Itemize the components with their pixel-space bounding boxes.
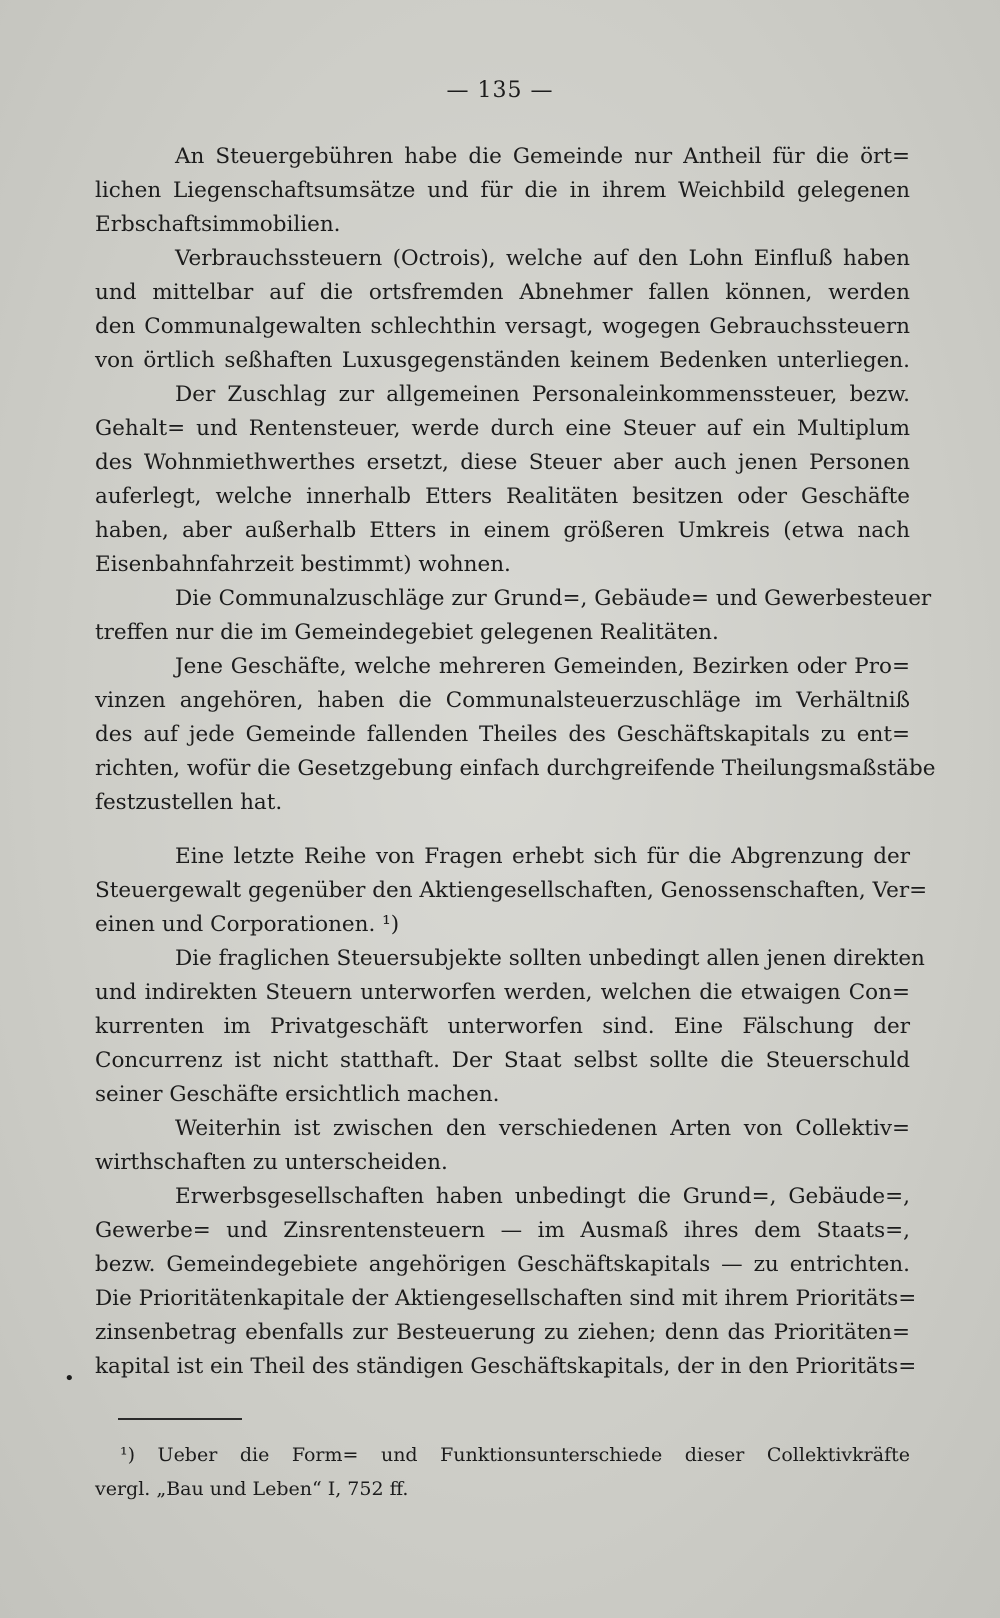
text-line: zinsenbetrag ebenfalls zur Besteuerung zu ziehen; denn das Prioritäten= bbox=[95, 1320, 910, 1345]
text-line: und mittelbar auf die ortsfremden Abnehmer fallen können, werden bbox=[95, 280, 910, 305]
text-line: bezw. Gemeindegebiete angehörigen Geschäftskapitals — zu entrichten. bbox=[95, 1252, 910, 1277]
footnote-line: ¹) Ueber die Form= und Funktionsunterschiede dieser Collektivkräfte bbox=[120, 1444, 910, 1466]
text-line: von örtlich seßhaften Luxusgegenständen keinem Bedenken unterliegen. bbox=[95, 348, 910, 373]
text-line: haben, aber außerhalb Etters in einem größeren Umkreis (etwa nach bbox=[95, 518, 910, 543]
text-line: Verbrauchssteuern (Octrois), welche auf den Lohn Einfluß haben bbox=[175, 246, 910, 271]
text-line: Jene Geschäfte, welche mehreren Gemeinden, Bezirken oder Pro= bbox=[175, 654, 910, 679]
text-line: An Steuergebühren habe die Gemeinde nur Antheil für die ört= bbox=[175, 144, 910, 169]
text-line: Gewerbe= und Zinsrentensteuern — im Ausmaß ihres dem Staats=, bbox=[95, 1218, 910, 1243]
text-line: Gehalt= und Rentensteuer, werde durch eine Steuer auf ein Multiplum bbox=[95, 416, 910, 441]
text-line: Concurrenz ist nicht statthaft. Der Staat selbst sollte die Steuerschuld bbox=[95, 1048, 910, 1073]
text-line: kapital ist ein Theil des ständigen Geschäftskapitals, der in den Prioritäts= bbox=[95, 1354, 917, 1379]
text-line: Erbschaftsimmobilien. bbox=[95, 212, 341, 237]
text-line: Der Zuschlag zur allgemeinen Personaleinkommenssteuer, bezw. bbox=[175, 382, 910, 407]
text-line: Die fraglichen Steuersubjekte sollten unbedingt allen jenen direkten bbox=[175, 946, 925, 971]
text-line: Die Prioritätenkapitale der Aktiengesellschaften sind mit ihrem Prioritäts= bbox=[95, 1286, 917, 1311]
margin-mark: • bbox=[64, 1368, 75, 1389]
text-line: des Wohnmiethwerthes ersetzt, diese Steuer aber auch jenen Personen bbox=[95, 450, 910, 475]
text-line: Erwerbsgesellschaften haben unbedingt die Grund=, Gebäude=, bbox=[175, 1184, 910, 1209]
text-line: Weiterhin ist zwischen den verschiedenen Arten von Collektiv= bbox=[175, 1116, 910, 1141]
text-line: vinzen angehören, haben die Communalsteuerzuschläge im Verhältniß bbox=[95, 688, 910, 713]
text-line: Die Communalzuschläge zur Grund=, Gebäude= und Gewerbesteuer bbox=[175, 586, 932, 611]
text-line: Eine letzte Reihe von Fragen erhebt sich für die Abgrenzung der bbox=[175, 844, 910, 869]
text-line: und indirekten Steuern unterworfen werden, welchen die etwaigen Con= bbox=[95, 980, 910, 1005]
text-line: Steuergewalt gegenüber den Aktiengesellschaften, Genossenschaften, Ver= bbox=[95, 878, 928, 903]
text-line: festzustellen hat. bbox=[95, 790, 283, 815]
text-line: Eisenbahnfahrzeit bestimmt) wohnen. bbox=[95, 552, 511, 577]
text-line: kurrenten im Privatgeschäft unterworfen sind. Eine Fälschung der bbox=[95, 1014, 910, 1039]
text-line: seiner Geschäfte ersichtlich machen. bbox=[95, 1082, 500, 1107]
text-line: auferlegt, welche innerhalb Etters Realitäten besitzen oder Geschäfte bbox=[95, 484, 910, 509]
text-line: treffen nur die im Gemeindegebiet gelegenen Realitäten. bbox=[95, 620, 719, 645]
text-line: wirthschaften zu unterscheiden. bbox=[95, 1150, 448, 1175]
text-line: richten, wofür die Gesetzgebung einfach durchgreifende Theilungsmaßstäbe bbox=[95, 756, 936, 781]
text-line: einen und Corporationen. ¹) bbox=[95, 912, 400, 937]
page-number: — 135 — bbox=[446, 78, 554, 103]
text-line: des auf jede Gemeinde fallenden Theiles des Geschäftskapitals zu ent= bbox=[95, 722, 910, 747]
footnote-divider bbox=[118, 1418, 242, 1420]
text-line: lichen Liegenschaftsumsätze und für die in ihrem Weichbild gelegenen bbox=[95, 178, 910, 203]
text-line: den Communalgewalten schlechthin versagt, wogegen Gebrauchssteuern bbox=[95, 314, 910, 339]
footnote-line: vergl. „Bau und Leben“ I, 752 ff. bbox=[95, 1478, 409, 1500]
